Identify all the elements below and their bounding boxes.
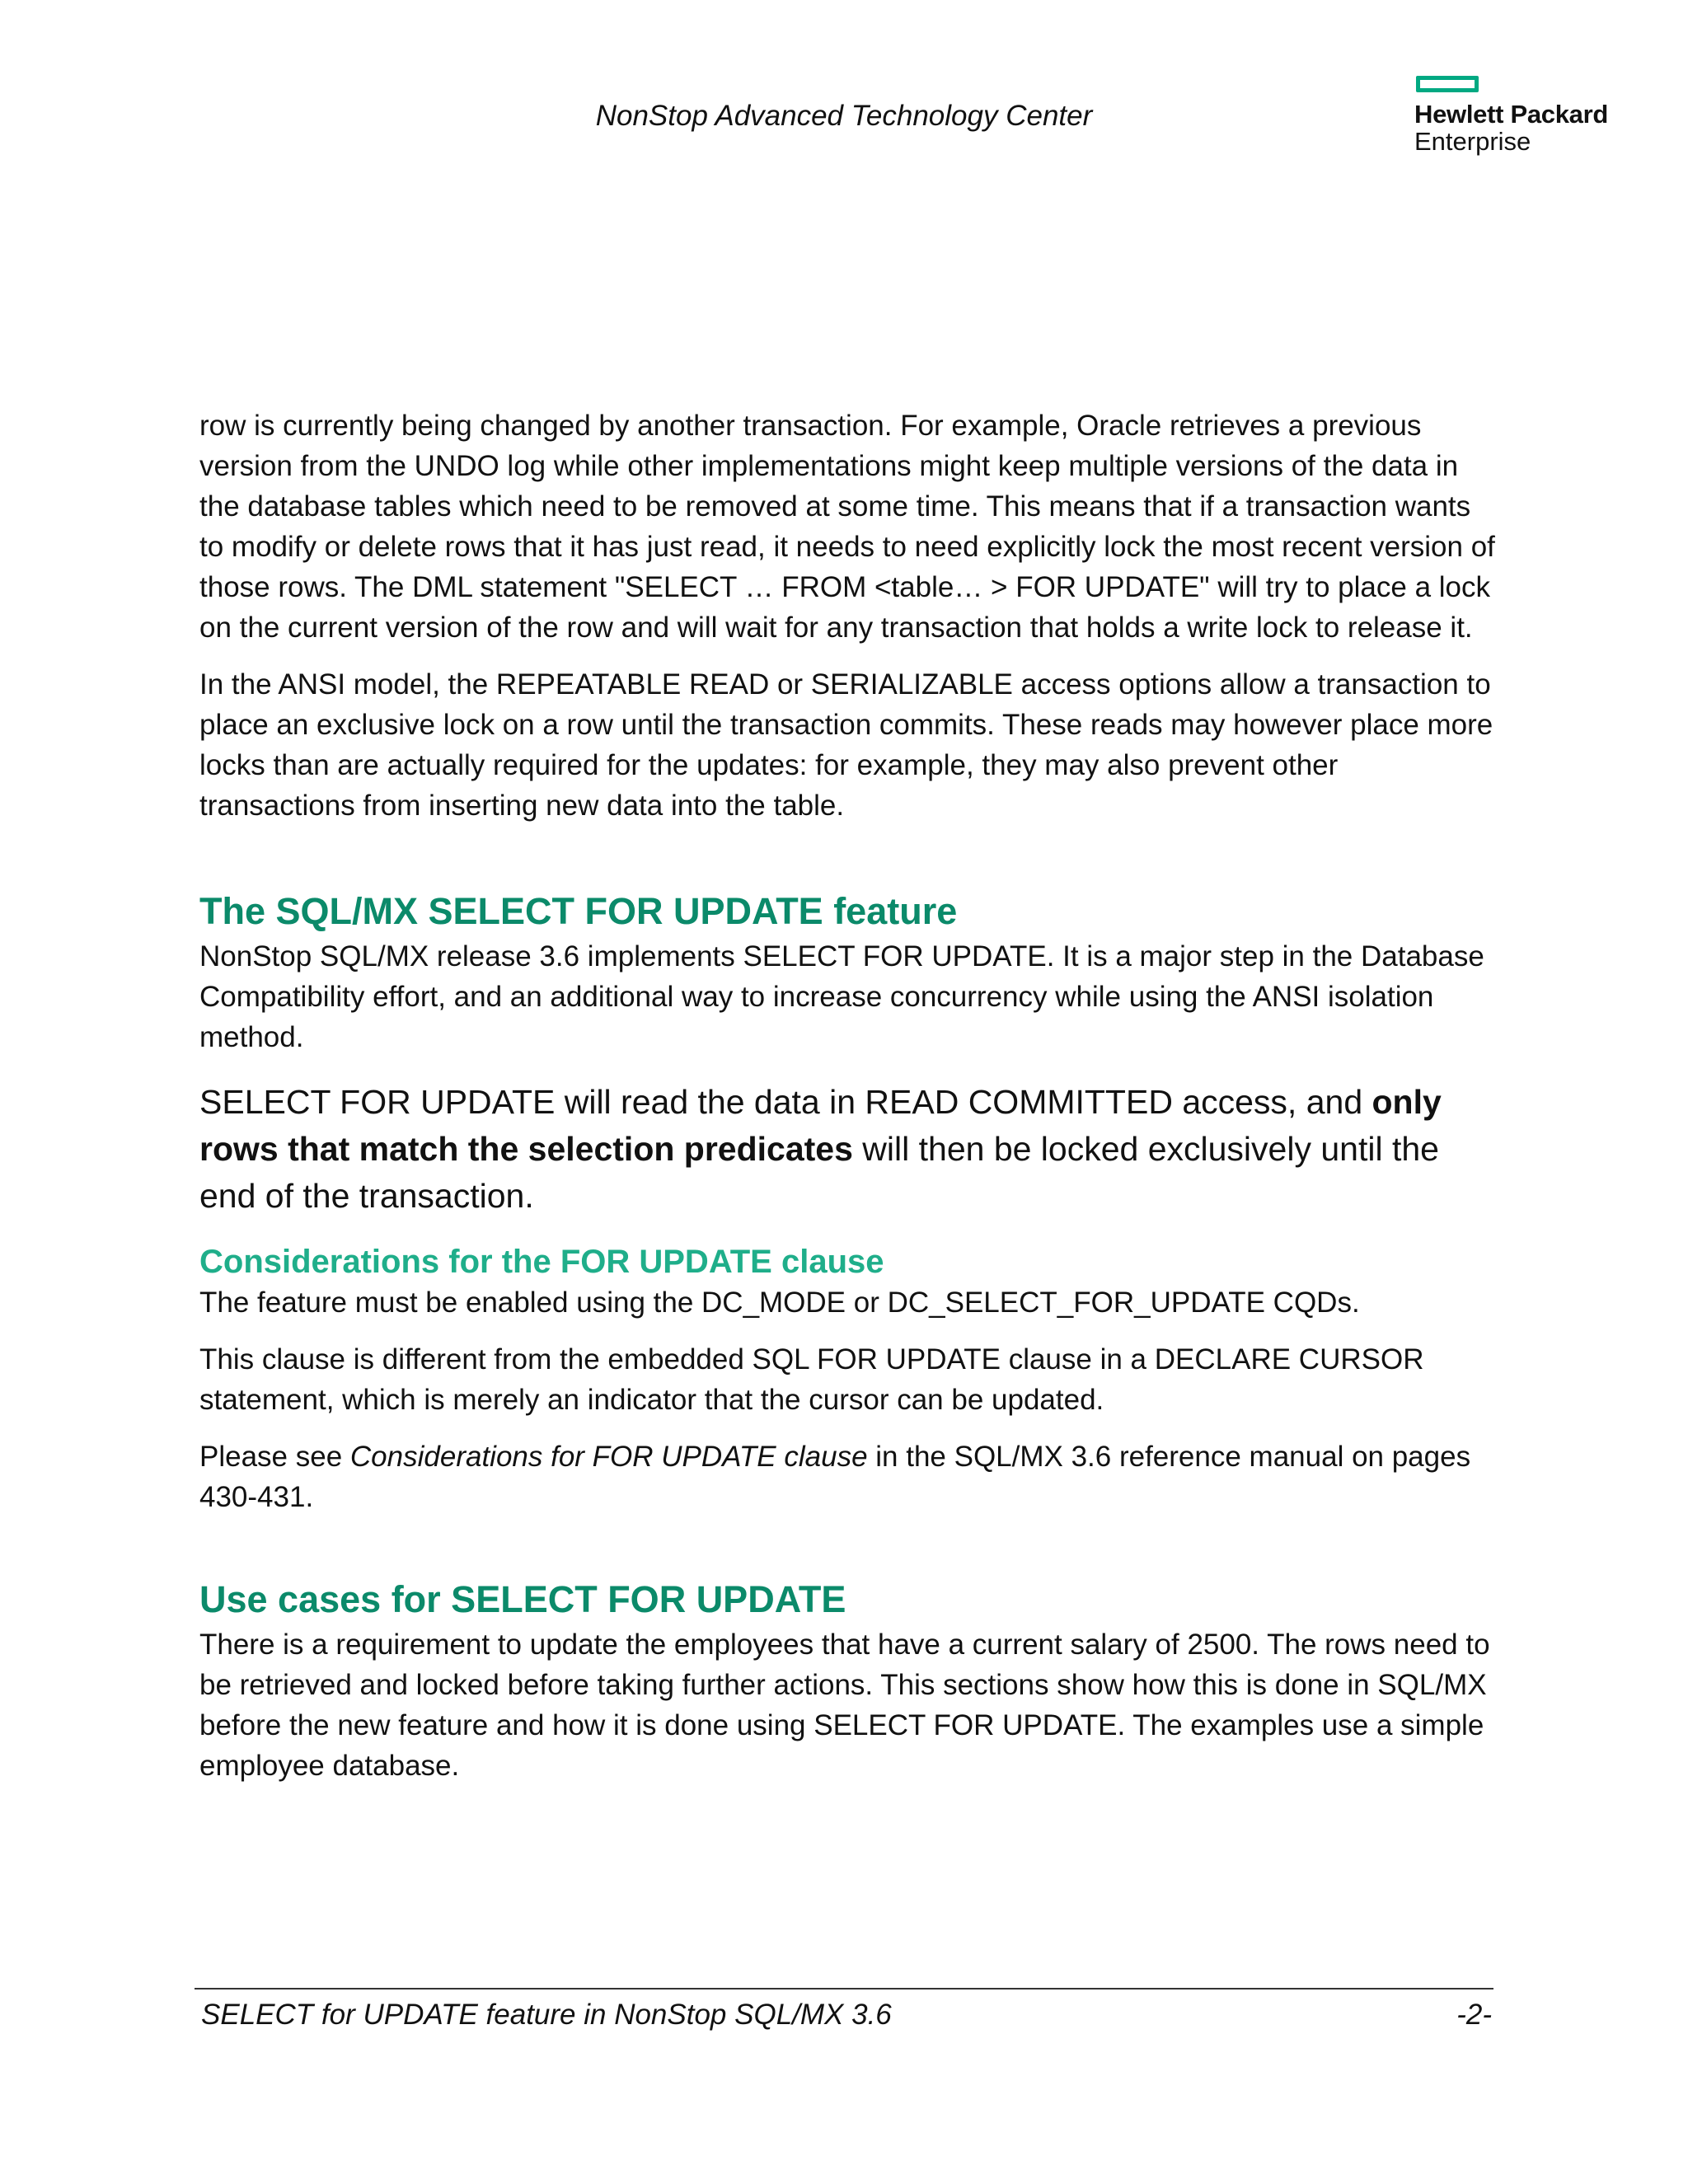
intro-paragraph-2: In the ANSI model, the REPEATABLE READ or SERIALIZABLE access options allow a transaction to place an exclusive lock on a row until the transaction commits. These reads may however place more locks than are actually required for the updates: for example, they may also prevent other transactions from inserting new data into the table. <box>199 668 1493 822</box>
considerations-paragraph-3 <box>199 1436 1498 1517</box>
considerations-paragraph-3-after: in the SQL/MX 3.6 reference manual on pages 430-431. <box>199 1441 1471 1513</box>
feature-highlight-part2: will then be locked exclusively until the end of the transaction. <box>199 1130 1439 1215</box>
feature-highlight <box>199 1079 1498 1220</box>
footer-page-number: -2- <box>1456 1999 1492 2031</box>
intro-paragraph-1: row is currently being changed by another transaction. For example, Oracle retrieves a previous version from the UNDO log while other implementations might keep multiple versions of the data in the database tables which need to be removed at some time. This means that if a transaction wants to modify or delete rows that it has just read, it needs to need explicitly lock the most recent version of those rows. The DML statement "SELECT … FROM <table… > FOR UPDATE" will try to place a lock on the current version of the row and will wait for any transaction that holds a write lock to release it. <box>199 410 1495 644</box>
feature-highlight-bold: only rows that match the selection predicates <box>199 1083 1442 1168</box>
hpe-logo-line2: Enterprise <box>1414 127 1531 156</box>
main-content <box>199 405 1498 1786</box>
considerations-paragraph-1: The feature must be enabled using the DC_MODE or DC_SELECT_FOR_UPDATE CQDs. <box>199 1286 1360 1319</box>
footer-divider <box>195 1988 1493 1990</box>
section-heading-feature: The SQL/MX SELECT FOR UPDATE feature <box>199 890 958 932</box>
hpe-logo-line1: Hewlett Packard <box>1414 100 1608 129</box>
hpe-logo-element-icon <box>1416 76 1479 92</box>
footer-document-title: SELECT for UPDATE feature in NonStop SQL/MX 3.6 <box>201 1999 892 2031</box>
section-heading-considerations: Considerations for the FOR UPDATE clause <box>199 1244 884 1280</box>
considerations-paragraph-3-before: Please see <box>199 1441 350 1473</box>
feature-highlight-part1: SELECT FOR UPDATE will read the data in READ COMMITTED access, and <box>199 1083 1372 1121</box>
reference-title: Considerations for FOR UPDATE clause <box>349 1441 868 1473</box>
page-header-title: NonStop Advanced Technology Center <box>595 100 1093 132</box>
use-cases-paragraph: There is a requirement to update the employees that have a current salary of 2500. The rows need to be retrieved and locked before taking further actions. This sections show how this is done in SQL/MX before the new feature and how it is done using SELECT FOR UPDATE. The examples use a simple employee database. <box>199 1629 1490 1782</box>
section-heading-use-cases: Use cases for SELECT FOR UPDATE <box>199 1578 846 1620</box>
hpe-logo <box>1414 76 1612 158</box>
considerations-paragraph-2: This clause is different from the embedded SQL FOR UPDATE clause in a DECLARE CURSOR statement, which is merely an indicator that the cursor can be updated. <box>199 1343 1424 1416</box>
section-feature-paragraph: NonStop SQL/MX release 3.6 implements SELECT FOR UPDATE. It is a major step in the Database Compatibility effort, and an additional way to increase concurrency while using the ANSI isolation method. <box>199 940 1484 1053</box>
